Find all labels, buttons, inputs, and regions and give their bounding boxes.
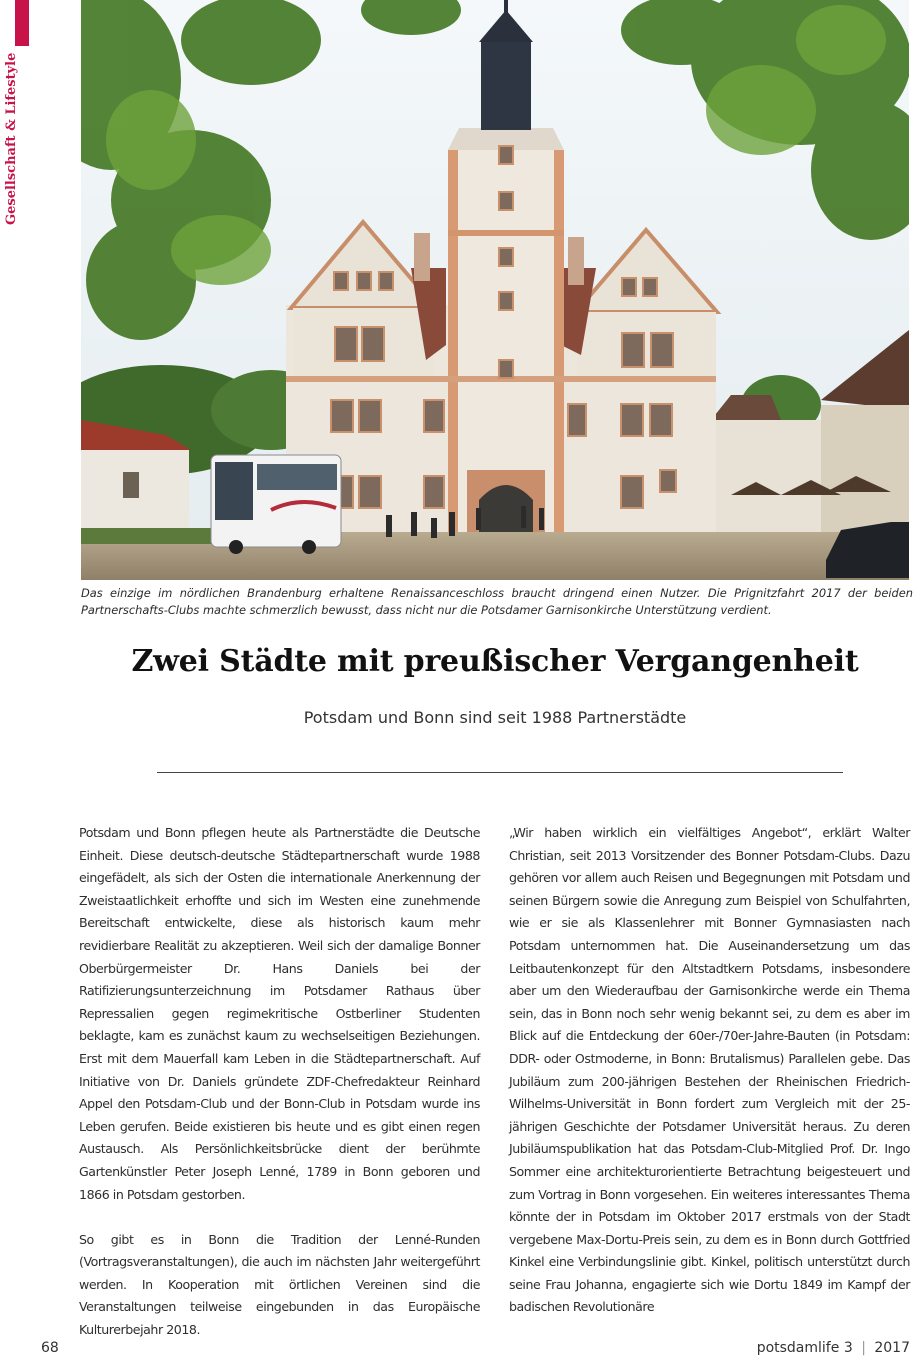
page-number: 68	[41, 1340, 59, 1356]
article-subheadline: Potsdam und Bonn sind seit 1988 Partnerstädte	[303, 708, 687, 727]
article-paragraph: „Wir haben wirklich ein vielfältiges Angebot“, erklärt Walter Christian, seit 2013 Vorsitzender des Bonner Potsdam-Clubs. Dazu gehören vor allem auch Reisen und Begegnungen mit Potsdam und seinen Bürgern sowie die Anregung zum Beispiel von Schulfahrten, wie er sie als Klassenlehrer mit Bonner Gymnasiasten nach Potsdam unternommen hat. Die Auseinandersetzung um das Leitbautenkonzept für den Altstadtkern Potsdams, insbesondere aber um den Wiederaufbau der Garnisonkirche werde ein Thema sein, das in Bonn noch sehr wenig bekannt sei, zu dem es aber im Blick auf die Entdeckung der 60er-/70er-Jahre-Bauten (in Potsdam: DDR- oder Ostmoderne, in Bonn: Brutalismus) Parallelen gebe. Das Jubiläum zum 200-jährigen Bestehen der Rheinischen Friedrich-Wilhelms-Universität in Bonn fordert zum Vergleich mit der 25-jährigen Geschichte der Potsdamer Universität heraus. Zu deren Jubiläumspublikation hat das Potsdam-Club-Mitglied Prof. Dr. Ingo Sommer eine architekturorientierte Betrachtung beigesteuert und zum Vortrag in Bonn vorgesehen. Ein weiteres interessantes Thema könnte der in Potsdam im Oktober 2017 erstmals von der Stadt vergebene Max-Dortu-Preis sein, zu dem es in Bonn durch Gottfried Kinkel eine Verbindungslinie gibt. Kinkel, politisch unterstützt durch seine Frau Johanna, engagierte sich wie Dortu 1849 im Kampf der badischen Revolutionäre	[509, 825, 910, 1315]
footer-separator: |	[861, 1340, 866, 1356]
renaissance-castle-photo	[81, 0, 909, 580]
article-paragraph: Potsdam und Bonn pflegen heute als Partnerstädte die Deutsche Einheit. Diese deutsch-deutsche Städtepartnerschaft wurde 1988 eingefädelt, als sich der Osten die internationale Anerkennung der Zweistaatlichkeit erhoffte und sich im Westen eine zunehmende Bereitschaft entwickelte, diese als historisch kaum mehr revidierbare Realität zu akzeptieren. Weil sich der damalige Bonner Oberbürgermeister Dr. Hans Daniels bei der Ratifizierungsunterzeichnung im Potsdamer Rathaus über Repressalien gegen regimekritische Ostberliner Studenten beklagte, kam es zunächst kaum zu wechselseitigen Beziehungen. Erst mit dem Mauerfall kam Leben in die Städtepartnerschaft. Auf Initiative von Dr. Daniels gründete ZDF-Chefredakteur Reinhard Appel den Potsdam-Club und der Bonn-Club in Potsdam wurde ins Leben gerufen. Beide existieren bis heute und es gibt einen regen Austausch. Als Persönlichkeitsbrücke dient der berühmte Gartenkünstler Peter Joseph Lenné, 1789 in Bonn geboren und 1866 in Potsdam gestorben.	[79, 825, 480, 1202]
headline-divider	[157, 772, 843, 773]
article-column-left	[79, 822, 480, 1342]
section-label: Gesellschaft & Lifestyle	[4, 52, 19, 225]
issue-year: 2017	[874, 1340, 910, 1356]
magazine-footer	[757, 1340, 910, 1356]
section-color-bar	[15, 0, 29, 46]
article-headline: Zwei Städte mit preußischer Vergangenheit	[131, 644, 859, 679]
magazine-name: potsdamlife	[756, 1340, 840, 1356]
article-column-right	[509, 822, 910, 1319]
article-paragraph: So gibt es in Bonn die Tradition der Lenné-Runden (Vortragsveranstaltungen), die auch im nächsten Jahr weitergeführt werden. In Kooperation mit örtlichen Vereinen sind die Veranstaltungen teilweise eingebunden in das Europäische Kulturerbejahr 2018.	[79, 1231, 480, 1338]
issue-number: 3	[843, 1340, 853, 1356]
photo-caption: Das einzige im nördlichen Brandenburg erhaltene Renaissanceschloss braucht dringend einen Nutzer. Die Prignitzfahrt 2017 der beiden Partnerschafts-Clubs machte schmerzlich bewusst, dass nicht nur die Potsdamer Garnisonkirche Unterstützung verdient.	[81, 586, 913, 617]
